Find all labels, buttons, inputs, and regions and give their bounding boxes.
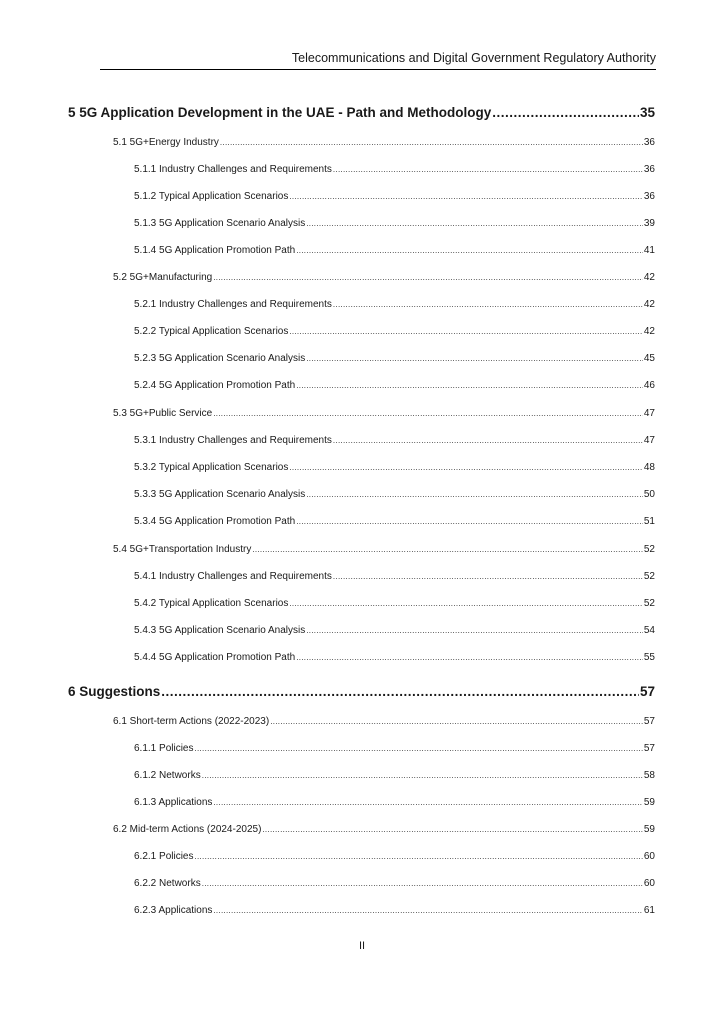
toc-entry-page: 42 bbox=[643, 326, 655, 337]
dot-leader bbox=[306, 352, 643, 366]
toc-entry-page: 52 bbox=[643, 598, 655, 609]
toc-entry-level-3[interactable] bbox=[134, 742, 655, 756]
dot-leader bbox=[333, 570, 643, 584]
dot-leader bbox=[306, 488, 643, 502]
dot-leader bbox=[289, 190, 643, 204]
toc-entry-level-3[interactable] bbox=[134, 769, 655, 783]
toc-entry-title: 5.1.4 5G Application Promotion Path bbox=[134, 245, 296, 256]
toc-entry-title: 6.1.1 Policies bbox=[134, 743, 194, 754]
toc-entry-title: 6.2.3 Applications bbox=[134, 905, 213, 916]
toc-entry-title: 6.1.3 Applications bbox=[134, 797, 213, 808]
toc-entry-title: 5 5G Application Development in the UAE - Path and Methodology bbox=[68, 105, 492, 120]
toc-entry-page: 46 bbox=[643, 380, 655, 391]
toc-entry-page: 36 bbox=[643, 164, 655, 175]
dot-leader bbox=[262, 823, 642, 837]
toc-entry-level-2[interactable] bbox=[113, 136, 655, 150]
toc-entry-level-3[interactable] bbox=[134, 877, 655, 891]
toc-entry-level-3[interactable] bbox=[134, 325, 655, 339]
toc-entry-page: 51 bbox=[643, 516, 655, 527]
toc-entry-page: 39 bbox=[643, 218, 655, 229]
dot-leader bbox=[270, 715, 643, 729]
toc-entry-title: 6.1 Short-term Actions (2022-2023) bbox=[113, 716, 270, 727]
toc-entry-level-3[interactable] bbox=[134, 624, 655, 638]
toc-entry-page: 60 bbox=[643, 851, 655, 862]
toc-entry-level-3[interactable] bbox=[134, 570, 655, 584]
toc-entry-page: 55 bbox=[643, 652, 655, 663]
toc-entry-page: 47 bbox=[643, 408, 655, 419]
toc-entry-level-2[interactable] bbox=[113, 823, 655, 837]
dot-leader bbox=[306, 624, 643, 638]
toc-entry-title: 5.2.3 5G Application Scenario Analysis bbox=[134, 353, 306, 364]
toc-entry-page: 41 bbox=[643, 245, 655, 256]
toc-entry-level-3[interactable] bbox=[134, 379, 655, 393]
dot-leader bbox=[213, 904, 642, 918]
toc-entry-level-2[interactable] bbox=[113, 407, 655, 421]
toc-entry-title: 5.3.2 Typical Application Scenarios bbox=[134, 462, 289, 473]
dot-leader bbox=[194, 850, 642, 864]
toc-entry-level-3[interactable] bbox=[134, 651, 655, 665]
toc-entry-title: 5.2.2 Typical Application Scenarios bbox=[134, 326, 289, 337]
dot-leader bbox=[333, 163, 643, 177]
toc-entry-page: 50 bbox=[643, 489, 655, 500]
toc-entry-title: 5.1.3 5G Application Scenario Analysis bbox=[134, 218, 306, 229]
dot-leader bbox=[296, 651, 643, 665]
toc-entry-title: 5.2.4 5G Application Promotion Path bbox=[134, 380, 296, 391]
toc-entry-page: 59 bbox=[643, 797, 655, 808]
dot-leader bbox=[213, 796, 642, 810]
toc-entry-title: 5.2.1 Industry Challenges and Requirements bbox=[134, 299, 332, 310]
toc-entry-level-3[interactable] bbox=[134, 352, 655, 366]
toc-entry-page: 59 bbox=[643, 824, 655, 835]
toc-entry-title: 5.2 5G+Manufacturing bbox=[113, 272, 213, 283]
toc-entry-title: 6.1.2 Networks bbox=[134, 770, 201, 781]
toc-entry-title: 5.1.2 Typical Application Scenarios bbox=[134, 191, 289, 202]
toc-entry-title: 5.4.2 Typical Application Scenarios bbox=[134, 598, 289, 609]
toc-entry-level-3[interactable] bbox=[134, 850, 655, 864]
toc-entry-page: 57 bbox=[643, 716, 655, 727]
toc-entry-level-2[interactable] bbox=[113, 271, 655, 285]
dot-leader bbox=[296, 515, 643, 529]
toc-entry-title: 5.1.1 Industry Challenges and Requirements bbox=[134, 164, 332, 175]
toc-entry-page: 36 bbox=[643, 191, 655, 202]
toc-entry-page: 36 bbox=[643, 137, 655, 148]
dot-leader bbox=[194, 742, 642, 756]
toc-entry-level-3[interactable] bbox=[134, 597, 655, 611]
toc-entry-level-3[interactable] bbox=[134, 298, 655, 312]
toc-entry-page: 60 bbox=[643, 878, 655, 889]
dot-leader bbox=[333, 298, 643, 312]
dot-leader bbox=[289, 597, 643, 611]
toc-entry-level-3[interactable] bbox=[134, 796, 655, 810]
toc-entry-title: 6.2 Mid-term Actions (2024-2025) bbox=[113, 824, 262, 835]
toc-entry-level-1[interactable] bbox=[68, 104, 655, 122]
toc-entry-page: 47 bbox=[643, 435, 655, 446]
toc-entry-title: 5.3.3 5G Application Scenario Analysis bbox=[134, 489, 306, 500]
toc-entry-title: 6.2.2 Networks bbox=[134, 878, 201, 889]
dot-leader bbox=[202, 769, 643, 783]
toc-entry-title: 5.4.4 5G Application Promotion Path bbox=[134, 652, 296, 663]
dot-leader bbox=[213, 407, 643, 421]
dot-leader bbox=[296, 244, 643, 258]
dot-leader bbox=[289, 325, 643, 339]
toc-entry-level-1[interactable] bbox=[68, 683, 655, 701]
toc-entry-level-3[interactable] bbox=[134, 217, 655, 231]
dot-leader bbox=[289, 461, 643, 475]
toc-entry-page: 57 bbox=[643, 743, 655, 754]
toc-entry-page: 35 bbox=[639, 105, 655, 120]
toc-entry-page: 58 bbox=[643, 770, 655, 781]
toc-entry-title: 5.3.4 5G Application Promotion Path bbox=[134, 516, 296, 527]
dot-leader bbox=[202, 877, 643, 891]
dot-leader bbox=[213, 271, 643, 285]
toc-entry-page: 45 bbox=[643, 353, 655, 364]
toc-entry-level-2[interactable] bbox=[113, 715, 655, 729]
toc-entry-title: 6 Suggestions bbox=[68, 684, 161, 699]
toc-entry-title: 6.2.1 Policies bbox=[134, 851, 194, 862]
toc-entry-title: 5.4.1 Industry Challenges and Requirements bbox=[134, 571, 332, 582]
running-header bbox=[100, 50, 656, 70]
toc-entry-page: 54 bbox=[643, 625, 655, 636]
dot-leader bbox=[306, 217, 643, 231]
header-title: Telecommunications and Digital Government Regulatory Authority bbox=[291, 51, 656, 65]
page-footer bbox=[0, 940, 724, 952]
toc-entry-level-3[interactable] bbox=[134, 244, 655, 258]
dot-leader bbox=[220, 136, 643, 150]
page-number: II bbox=[358, 940, 366, 952]
toc-entry-title: 5.1 5G+Energy Industry bbox=[113, 137, 219, 148]
toc-entry-page: 57 bbox=[639, 684, 655, 699]
toc-entry-title: 5.3 5G+Public Service bbox=[113, 408, 213, 419]
toc-entry-level-3[interactable] bbox=[134, 163, 655, 177]
toc-entry-level-3[interactable] bbox=[134, 190, 655, 204]
toc-entry-title: 5.4.3 5G Application Scenario Analysis bbox=[134, 625, 306, 636]
toc-entry-page: 52 bbox=[643, 544, 655, 555]
toc-entry-level-3[interactable] bbox=[134, 488, 655, 502]
dot-leader bbox=[161, 683, 639, 701]
toc-entry-page: 61 bbox=[643, 905, 655, 916]
dot-leader bbox=[333, 434, 643, 448]
toc-entry-level-3[interactable] bbox=[134, 515, 655, 529]
toc-entry-level-3[interactable] bbox=[134, 461, 655, 475]
toc-entry-level-3[interactable] bbox=[134, 434, 655, 448]
toc-entry-level-2[interactable] bbox=[113, 543, 655, 557]
toc-entry-title: 5.3.1 Industry Challenges and Requirements bbox=[134, 435, 332, 446]
toc-entry-level-3[interactable] bbox=[134, 904, 655, 918]
toc-entry-title: 5.4 5G+Transportation Industry bbox=[113, 544, 252, 555]
toc-entry-page: 42 bbox=[643, 299, 655, 310]
toc-entry-page: 42 bbox=[643, 272, 655, 283]
toc-entry-page: 48 bbox=[643, 462, 655, 473]
dot-leader bbox=[296, 379, 643, 393]
toc-entry-page: 52 bbox=[643, 571, 655, 582]
dot-leader bbox=[492, 104, 639, 122]
dot-leader bbox=[252, 543, 643, 557]
